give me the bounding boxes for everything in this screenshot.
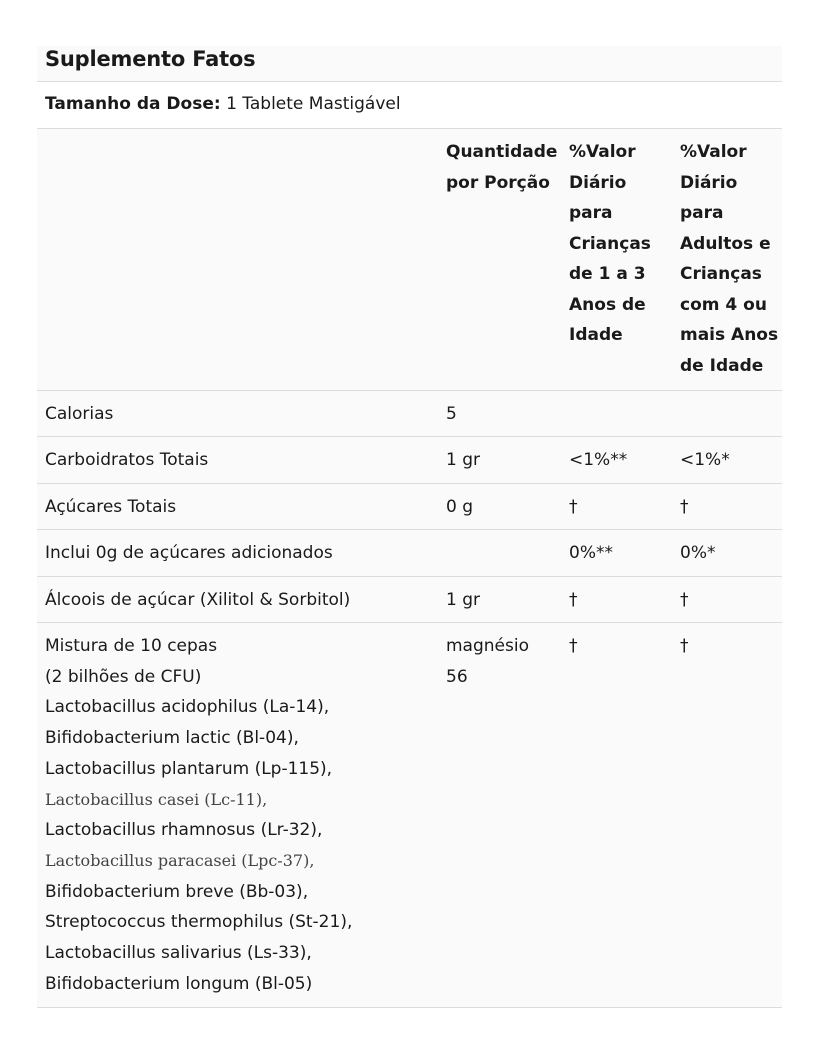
header-amount: Quantidade por Porção <box>446 142 558 193</box>
nutrient-name: Inclui 0g de açúcares adicionados <box>45 543 333 563</box>
dv-adults <box>680 391 782 399</box>
title-row <box>37 46 782 82</box>
nutrient-amount: 5 <box>446 404 457 424</box>
header-dv-children: %Valor Diário para Crianças de 1 a 3 Anos de Idade <box>569 142 651 345</box>
nutrient-name: Açúcares Totais <box>45 497 177 517</box>
dv-children: 0%** <box>569 543 613 563</box>
dv-children: † <box>569 590 578 610</box>
supplement-facts-panel <box>37 46 782 1008</box>
nutrient-amount: 1 gr <box>446 590 480 610</box>
dv-children: <1%** <box>569 450 628 470</box>
table-row <box>37 577 782 623</box>
dv-adults: 0%* <box>680 543 716 563</box>
header-nutrient <box>45 129 435 137</box>
nutrient-name: Calorias <box>45 404 114 424</box>
serving-size-label: Tamanho da Dose: <box>45 94 221 114</box>
nutrient-amount: 1 gr <box>446 450 480 470</box>
nutrient-name: Carboidratos Totais <box>45 450 209 470</box>
table-row <box>37 484 782 530</box>
serving-size-value: 1 Tablete Mastigável <box>226 94 401 114</box>
nutrient-name: Álcoois de açúcar (Xilitol & Sorbitol) <box>45 590 351 610</box>
dv-children: † <box>569 636 578 656</box>
serving-size-row <box>37 82 782 129</box>
dv-adults: † <box>680 590 689 610</box>
table-row <box>37 437 782 484</box>
table-row <box>37 391 782 437</box>
header-dv-adults: %Valor Diário para Adultos e Crianças com 4 ou mais Anos de Idade <box>680 142 779 376</box>
blend-amount: magnésio 56 <box>446 636 529 687</box>
dv-adults: † <box>680 497 689 517</box>
table-row <box>37 530 782 577</box>
dv-adults: † <box>680 636 689 656</box>
dv-children: † <box>569 497 578 517</box>
dv-adults: <1%* <box>680 450 730 470</box>
nutrient-amount <box>446 530 561 538</box>
nutrient-amount: 0 g <box>446 497 474 517</box>
dv-children <box>569 391 675 399</box>
panel-title: Suplemento Fatos <box>45 47 256 71</box>
probiotic-blend-row <box>37 623 782 1008</box>
blend-ingredients: Mistura de 10 cepas (2 bilhões de CFU) Lactobacillus acidophilus (La-14), Bifidobacterium lactic (Bl-04), Lactobacillus plantarum (Lp-115), Lactobacillus casei (Lc-11), Lactobacillus rhamnosus (Lr-32), Lactobacillus paracasei (Lpc-37), Bifidobacterium breve (Bb-03), Streptococcus thermophilus (St-21), Lactobacillus salivarius (Ls-33), Bifidobacterium longum (Bl-05) <box>45 636 353 994</box>
column-header-row <box>37 129 782 391</box>
